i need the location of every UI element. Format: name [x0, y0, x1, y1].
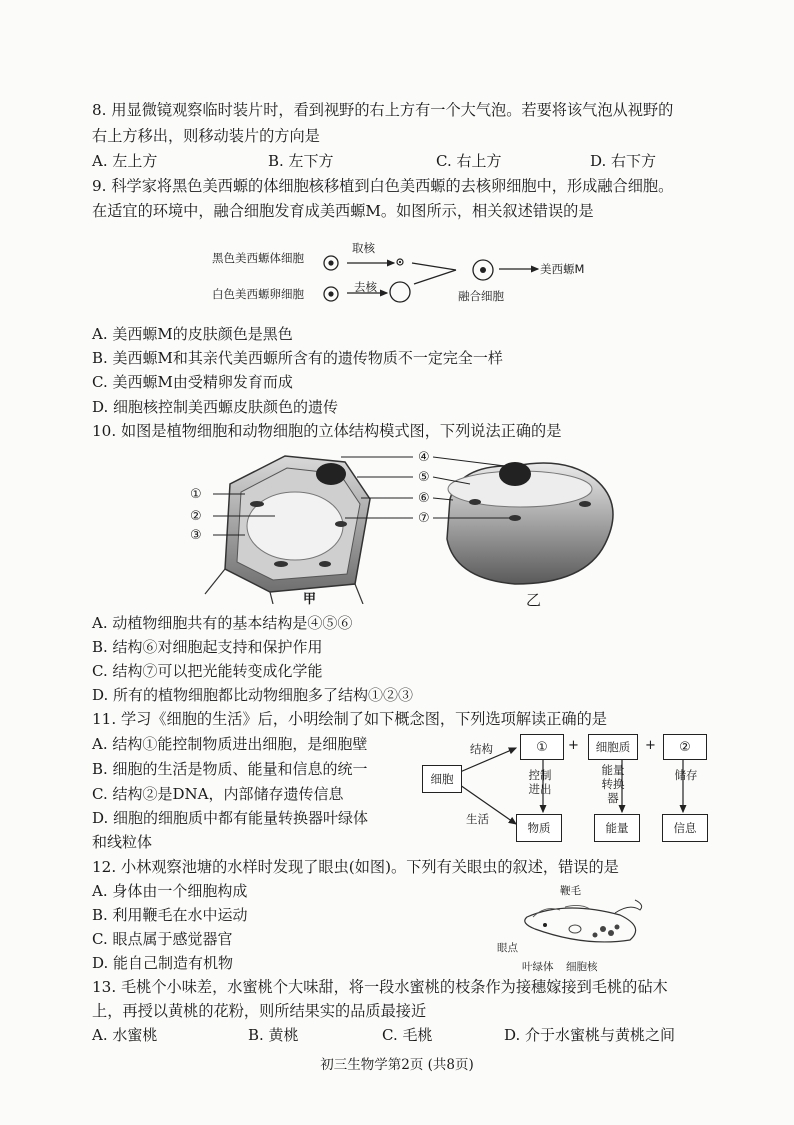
- q9-stem-line1: 9. 科学家将黑色美西螈的体细胞核移植到白色美西螈的去核卵细胞中，形成融合细胞。: [92, 177, 674, 195]
- label-4: ④: [418, 450, 430, 465]
- q13-option-b: B. 黄桃: [248, 1026, 299, 1044]
- black-somatic-cell-label: 黑色美西螈体细胞: [212, 251, 304, 265]
- label-5: ⑤: [418, 470, 430, 485]
- enucleated-egg-icon: [390, 282, 410, 302]
- eyespot-label: 眼点: [497, 942, 518, 954]
- q12-option-d: D. 能自己制造有机物: [92, 954, 234, 972]
- q10-option-c: C. 结构⑦可以把光能转变成化学能: [92, 662, 323, 680]
- label-7: ⑦: [418, 511, 430, 526]
- structure-2-node: ②: [663, 734, 707, 760]
- chloroplast-label: 叶绿体: [522, 961, 554, 973]
- q9-option-c: C. 美西螈M由受精卵发育而成: [92, 373, 293, 391]
- q10-option-b: B. 结构⑥对细胞起支持和保护作用: [92, 638, 323, 656]
- q11-option-c: C. 结构②是DNA，内部储存遗传信息: [92, 785, 344, 803]
- q8-option-a: A. 左上方: [92, 152, 158, 170]
- q9-option-a: A. 美西螈M的皮肤颜色是黑色: [92, 325, 293, 343]
- label-2: ②: [190, 509, 202, 524]
- info-node: 信息: [662, 814, 708, 842]
- remove-nucleus-label: 去核: [354, 280, 377, 294]
- q12-option-a: A. 身体由一个细胞构成: [92, 882, 248, 900]
- cytoplasm-node: 细胞质: [588, 734, 638, 760]
- caption-animal: 乙: [526, 591, 542, 609]
- axolotl-m-label: 美西螈M: [540, 262, 585, 276]
- q9-option-d: D. 细胞核控制美西螈皮肤颜色的遗传: [92, 398, 339, 416]
- fused-cell-label: 融合细胞: [458, 289, 504, 303]
- structure-1-node: ①: [520, 734, 564, 760]
- q11-option-a: A. 结构①能控制物质进出细胞，是细胞壁: [92, 735, 368, 753]
- nuclear-transfer-diagram: [310, 245, 545, 310]
- plus-1: +: [568, 738, 579, 753]
- white-egg-cell-label: 白色美西螈卵细胞: [212, 287, 304, 301]
- flagellum-label: 鞭毛: [560, 885, 581, 897]
- q11-option-d: D. 细胞的细胞质中都有能量转换器叶绿体: [92, 809, 369, 827]
- q13-option-d: D. 介于水蜜桃与黄桃之间: [504, 1026, 676, 1044]
- q8-option-c: C. 右上方: [436, 152, 502, 170]
- q10-stem: 10. 如图是植物细胞和动物细胞的立体结构模式图，下列说法正确的是: [92, 422, 562, 440]
- q8-stem-line2: 右上方移出，则移动装片的方向是: [92, 127, 320, 145]
- q11-option-d-cont: 和线粒体: [92, 833, 153, 851]
- caption-plant: 甲: [303, 592, 317, 607]
- euglena-svg: [505, 895, 665, 955]
- q13-option-c: C. 毛桃: [382, 1026, 433, 1044]
- q11-stem: 11. 学习《细胞的生活》后，小明绘制了如下概念图，下列选项解读正确的是: [92, 710, 607, 728]
- q12-option-c: C. 眼点属于感觉器官: [92, 930, 233, 948]
- q13-stem-line1: 13. 毛桃个小味差，水蜜桃个大味甜，将一段水蜜桃的枝条作为接穗嫁接到毛桃的砧木: [92, 978, 668, 996]
- plant-nucleus: [316, 463, 346, 485]
- q13-stem-line2: 上，再授以黄桃的花粉，则所结果实的品质最接近: [92, 1002, 427, 1020]
- cell-node: 细胞: [422, 765, 462, 793]
- q12-stem: 12. 小林观察池塘的水样时发现了眼虫(如图)。下列有关眼虫的叙述，错误的是: [92, 858, 619, 876]
- q8-stem-line1: 8. 用显微镜观察临时装片时，看到视野的右上方有一个大气泡。若要将该气泡从视野的: [92, 101, 674, 119]
- q13-option-a: A. 水蜜桃: [92, 1026, 158, 1044]
- q10-option-d: D. 所有的植物细胞都比动物细胞多了结构①②③: [92, 686, 414, 704]
- q11-option-b: B. 细胞的生活是物质、能量和信息的统一: [92, 760, 368, 778]
- life-label: 生活: [466, 812, 489, 826]
- nucleus-label: 细胞核: [566, 961, 598, 973]
- label-3: ③: [190, 528, 202, 543]
- q12-option-b: B. 利用鞭毛在水中运动: [92, 906, 248, 924]
- take-nucleus-label: 取核: [352, 241, 375, 255]
- q10-option-a: A. 动植物细胞共有的基本结构是④⑤⑥: [92, 614, 353, 632]
- structure-label: 结构: [470, 742, 493, 756]
- plus-2: +: [645, 738, 656, 753]
- cell-models-svg: [185, 444, 635, 604]
- q8-option-b: B. 左下方: [268, 152, 334, 170]
- matter-node: 物质: [516, 814, 562, 842]
- q9-stem-line2: 在适宜的环境中，融合细胞发育成美西螈M。如图所示，相关叙述错误的是: [92, 202, 594, 220]
- q8-option-d: D. 右下方: [590, 152, 657, 170]
- q9-option-b: B. 美西螈M和其亲代美西螈所含有的遗传物质不一定完全一样: [92, 349, 503, 367]
- converter-label: 能量转换器: [601, 763, 625, 805]
- control-label: 控制进出: [528, 768, 552, 796]
- energy-node: 能量: [594, 814, 640, 842]
- label-6: ⑥: [418, 491, 430, 506]
- page-footer: 初三生物学第2页 (共8页): [320, 1057, 474, 1073]
- store-label: 储存: [674, 768, 698, 782]
- label-1: ①: [190, 487, 202, 502]
